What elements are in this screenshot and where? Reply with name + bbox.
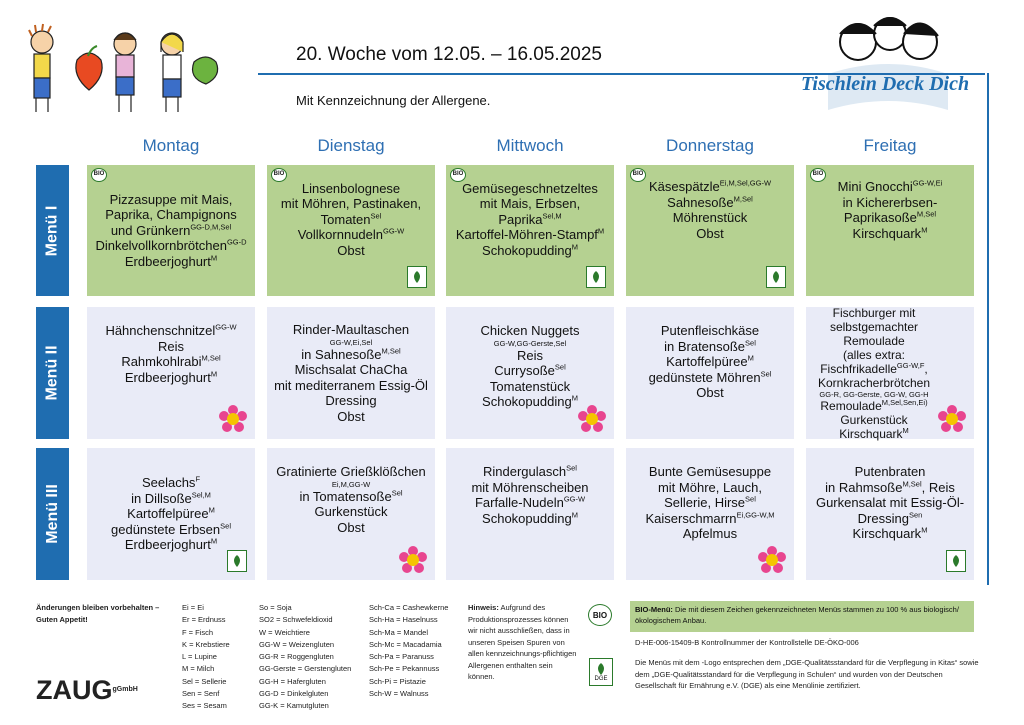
bio-icon: BIO <box>810 168 826 182</box>
menu2-thursday: Putenfleischkäse in Bratensoße$^{Sel}$ Kartoffelpüree$^M$ gedünstete Möhren$^{Sel}$ Obst <box>626 307 794 439</box>
kids-illustration <box>22 22 237 122</box>
menu-band-3: Menü III <box>36 448 69 580</box>
control-number: D-HE-006-15409-B Kontrollnummer der Kontrollstelle DE-ÖKO-006 <box>635 638 859 647</box>
flower-icon <box>758 546 786 574</box>
flower-icon <box>938 405 966 433</box>
bio-seal-icon: BIO <box>588 604 612 626</box>
menu3-wednesday: Rindergulasch$^{Sel}$ mit Möhrenscheiben Farfalle-Nudeln$^{GG-W}$ Schokopudding$^M$ <box>446 448 614 580</box>
day-monday: Montag <box>142 136 200 155</box>
menu3-monday: Seelachs$^F$ in Dillsoße$^{Sel,M}$ Kartoffelpüree$^M$ gedünstete Erbsen$^{Sel}$ Erdbeerjoghurt$^M$ <box>87 448 255 580</box>
bio-icon: BIO <box>630 168 646 182</box>
dge-leaf-icon <box>946 550 966 572</box>
allergen-legend-2: So = Soja SO2 = Schwefeldioxid W = Weichtiere GG-W = Weizengluten GG-R = Roggengluten GG-Gerste = Gerstengluten GG-H = Hafergluten GG-D = Dinkelgluten GG-K = Kamutgluten <box>259 603 352 711</box>
menu3-tuesday: Gratinierte Grießklößchen Ei,M,GG-W in Tomatensoße$^{Sel}$ Gurkenstück Obst <box>267 448 435 580</box>
allergen-legend-3: Sch-Ca = Cashewkerne Sch-Ha = Haselnuss Sch-Ma = Mandel Sch-Mc = Macadamia Sch-Pa = Paranuss Sch-Pe = Pekannuss Sch-Pi = Pistazie Sch-W = Walnuss <box>369 603 449 699</box>
day-thursday: Donnerstag <box>666 136 754 155</box>
dge-leaf-icon <box>766 266 786 288</box>
menu1-thursday: BIO Käsespätzle$^{Ei,M,Sel,GG-W}$ Sahnesoße$^{M,Sel}$ Möhrenstück Obst <box>626 165 794 296</box>
day-tuesday: Dienstag <box>317 136 385 155</box>
dge-leaf-icon <box>586 266 606 288</box>
day-wednesday: Mittwoch <box>496 136 564 155</box>
dge-leaf-icon <box>227 550 247 572</box>
menu1-monday: BIO Pizzasuppe mit Mais, Paprika, Champignons und Grünkern$^{GG-D,M,Sel}$ Dinkelvollkornbrötchen$^{GG-D}$ Erdbeerjoghurt$^M$ <box>87 165 255 296</box>
side-rule <box>987 73 989 585</box>
menu1-tuesday: BIO Linsenbolognese mit Möhren, Pastinaken, Tomaten$^{Sel}$ Vollkornnudeln$^{GG-W}$ Obst <box>267 165 435 296</box>
dge-logo-icon: DGE <box>589 658 613 686</box>
logo-text: Tischlein Deck Dich <box>800 73 970 95</box>
week-title: 20. Woche vom 12.05. – 16.05.2025 <box>296 44 602 65</box>
menu2-tuesday: Rinder-Maultaschen GG-W,Ei,Sel in Sahnesoße$^{M,Sel}$ Mischsalat ChaCha mit mediterranem Essig-Öl Dressing Obst <box>267 307 435 439</box>
menu1-wednesday: BIO Gemüsegeschnetzeltes mit Mais, Erbsen, Paprika$^{Sel,M}$ Kartoffel-Möhren-Stampf$^M$ Schokopudding$^M$ <box>446 165 614 296</box>
day-friday: Freitag <box>863 136 917 155</box>
menu2-friday: Fischburger mit selbstgemachter Remoulade (alles extra: Fischfrikadelle$^{GG-W,F}$, Kornkracherbrötchen GG-R, GG-Gerste, GG-W, GG-H Remoulade$^{M,Sel,Sen,Ei)}$ Gurkenstück Kirschquark$^M$ <box>806 307 974 439</box>
dge-note: Die Menüs mit dem -Logo entsprechen dem „DGE-Qualitätsstandard für die Verpflegung in Kitas“ sowie dem „DGE-Qualitätsstandard für die Verpflegung in Schulen“ und wurden von der Deutschen Gesellschaft für Ernährung e.V. (DGE) als eine Menülinie zertifiziert. <box>635 658 979 690</box>
menu2-monday: Hähnchenschnitzel$^{GG-W}$ Reis Rahmkohlrabi$^{M,Sel}$ Erdbeerjoghurt$^M$ <box>87 307 255 439</box>
menu1-friday: BIO Mini Gnocchi$^{GG-W,Ei}$ in Kichererbsen- Paprikasoße$^{M,Sel}$ Kirschquark$^M$ <box>806 165 974 296</box>
bio-menu-note: BIO-Menü: Die mit diesem Zeichen gekennzeichneten Menüs stammen zu 100 % aus biologisch/ökologischem Anbau. <box>630 601 974 632</box>
zaug-logo: $ZAUG^{gGmbH}$ <box>36 675 138 705</box>
flower-icon <box>399 546 427 574</box>
dge-leaf-icon <box>407 266 427 288</box>
flower-icon <box>578 405 606 433</box>
bio-icon: BIO <box>271 168 287 182</box>
tischlein-logo <box>800 12 970 122</box>
allergen-legend-1: Ei = Ei Er = Erdnuss F = Fisch K = Krebstiere L = Lupine M = Milch Sel = Sellerie Sen = Senf Ses = Sesam <box>182 603 230 711</box>
menu3-thursday: Bunte Gemüsesuppe mit Möhre, Lauch, Sellerie, Hirse$^{Sel}$ Kaiserschmarrn$^{Ei,GG-W,M}$ Apfelmus <box>626 448 794 580</box>
bio-icon: BIO <box>91 168 107 182</box>
bio-icon: BIO <box>450 168 466 182</box>
menu-band-2: Menü II <box>36 307 69 439</box>
subtitle: Mit Kennzeichnung der Allergene. <box>296 93 491 108</box>
menu3-friday: Putenbraten in Rahmsoße$^{M,Sel}$, Reis Gurkensalat mit Essig-Öl- Dressing$^{Sen}$ Kirschquark$^M$ <box>806 448 974 580</box>
hinweis-note: Hinweis: Aufgrund des Produktionsprozesses können wir nicht ausschließen, dass in unseren Speisen Spuren von allen kennzeichnungs-pflichtigen Allergenen enthalten sein können. <box>468 603 577 681</box>
menu2-wednesday: Chicken Nuggets GG-W,GG-Gerste,Sel Reis Currysoße$^{Sel}$ Tomatenstück Schokopudding$^M$ <box>446 307 614 439</box>
changes-note: Änderungen bleiben vorbehalten – Guten Appetit! <box>36 603 160 625</box>
flower-icon <box>219 405 247 433</box>
menu-band-1: Menü I <box>36 165 69 296</box>
